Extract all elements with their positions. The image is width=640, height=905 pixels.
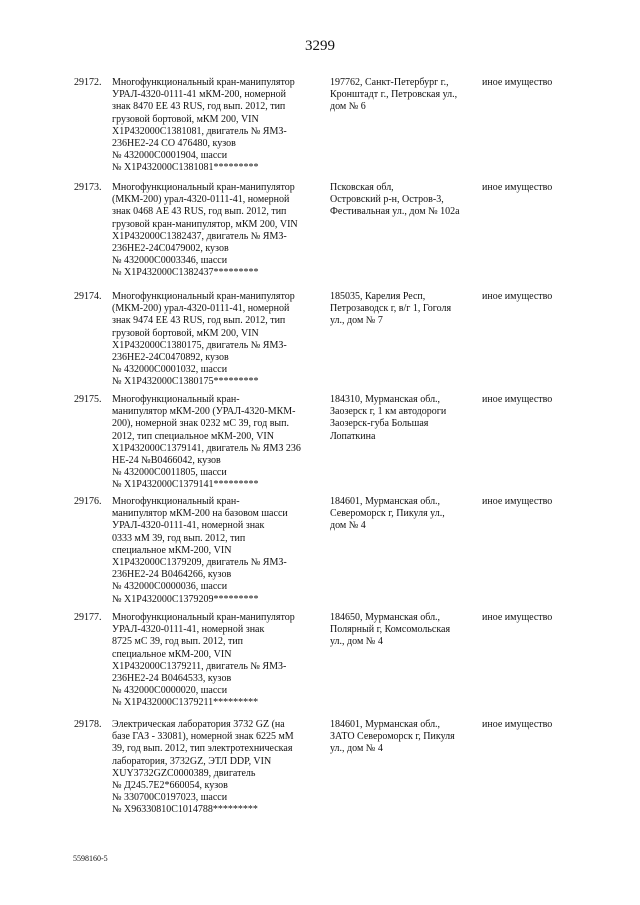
description-line: 236НЕ2-24 СО 476480, кузов — [112, 138, 236, 150]
description-line: специальное мКМ-200, VIN — [112, 648, 232, 660]
description-line: УРАЛ-4320-0111-41, номерной знак — [112, 520, 265, 532]
description-line: № X1P432000C1381081********* — [112, 162, 259, 174]
address-line: 184601, Мурманская обл., — [330, 496, 441, 507]
footer-code: 5598160-5 — [73, 854, 108, 863]
registry-entry — [74, 719, 594, 821]
address-line: 184310, Мурманская обл., — [330, 394, 441, 405]
address-line: Фестивальная ул., дом № 102а — [330, 206, 460, 218]
address-line: Полярный г, Комсомольская — [330, 624, 451, 636]
entry-number: 29174. — [74, 291, 102, 302]
description-line: № 330700C0197023, шасси — [112, 792, 228, 804]
entry-address — [330, 612, 482, 719]
description-line: 2012, тип специальное мКМ-200, VIN — [112, 430, 274, 442]
address-line: дом № 6 — [330, 101, 366, 113]
registry-entry — [74, 77, 594, 182]
entry-number: 29172. — [74, 77, 102, 88]
description-line: НЕ-24 №В0466042, кузов — [112, 455, 221, 467]
entry-address — [330, 77, 482, 182]
description-line: знак 9474 ЕЕ 43 RUS, год вып. 2012, тип — [112, 315, 286, 327]
description-line: X1P432000C1380175, двигатель № ЯМЗ- — [112, 339, 287, 351]
description-line: X1P432000C1382437, двигатель № ЯМЗ- — [112, 230, 287, 242]
description-line: 39, год вып. 2012, тип электротехническая — [112, 743, 293, 755]
description-line: № X1P432000C1380175********* — [112, 376, 259, 388]
entry-property-type: иное имущество — [482, 394, 553, 405]
address-line: Заозерск-губа Большая — [330, 418, 429, 430]
registry-entry — [74, 291, 594, 394]
description-line: 236НЕ2-24С0470892, кузов — [112, 352, 229, 364]
description-line: 200), номерной знак 0232 мС 39, год вып. — [112, 418, 290, 430]
entry-description — [112, 612, 330, 719]
description-line: (МКМ-200) урал-4320-0111-41, номерной — [112, 303, 290, 315]
description-line: X1P432000C1381081, двигатель № ЯМЗ- — [112, 125, 287, 137]
description-line: № 432000C0001904, шасси — [112, 150, 228, 162]
description-line: № X1P432000C1379141********* — [112, 479, 259, 491]
entry-address — [330, 394, 482, 496]
registry-entry — [74, 394, 594, 496]
address-line: Петрозаводск г, в/г 1, Гоголя — [330, 303, 452, 315]
description-line: Многофункциональный кран-манипулятор — [112, 182, 295, 193]
entry-description — [112, 394, 330, 496]
address-line: 197762, Санкт-Петербург г., — [330, 77, 449, 88]
description-line: Многофункциональный кран- — [112, 496, 240, 507]
registry-entry — [74, 496, 594, 612]
entry-address — [330, 719, 482, 821]
entry-property-type: иное имущество — [482, 77, 553, 88]
description-line: Многофункциональный кран-манипулятор — [112, 291, 295, 302]
registry-entry — [74, 612, 594, 719]
description-line: УРАЛ-4320-0111-41, номерной знак — [112, 624, 265, 636]
address-line: дом № 4 — [330, 520, 366, 532]
description-line: XUY3732GZC0000389, двигатель — [112, 767, 256, 779]
description-line: 236НЕ2-24 В0464266, кузов — [112, 569, 232, 581]
description-line: № 432000C0011805, шасси — [112, 467, 227, 479]
description-line: грузовой бортовой, мКМ 200, VIN — [112, 327, 259, 339]
description-line: Многофункциональный кран-манипулятор — [112, 77, 295, 88]
entry-description — [112, 182, 330, 291]
description-line: № X1P432000C1379211********* — [112, 697, 259, 709]
description-line: № X1P432000C1382437********* — [112, 267, 259, 279]
address-line: ул., дом № 4 — [330, 743, 383, 755]
entry-number: 29176. — [74, 496, 102, 507]
entry-number: 29177. — [74, 612, 102, 623]
address-line: ул., дом № 7 — [330, 315, 383, 327]
address-line: Островский р-н, Остров-3, — [330, 194, 444, 206]
entry-address — [330, 291, 482, 394]
entry-address — [330, 182, 482, 291]
entry-description — [112, 77, 330, 182]
address-line: 184650, Мурманская обл., — [330, 612, 441, 623]
description-line: № 432000C0003346, шасси — [112, 255, 228, 267]
description-line: Многофункциональный кран- — [112, 394, 240, 405]
page-number: 3299 — [305, 38, 335, 54]
description-line: № X96330810C1014788********* — [112, 804, 258, 816]
description-line: 236НЕ2-24 В0464533, кузов — [112, 673, 232, 685]
address-line: 185035, Карелия Респ, — [330, 291, 426, 302]
entry-property-type: иное имущество — [482, 496, 553, 507]
description-line: № 432000C0001032, шасси — [112, 364, 228, 376]
address-line: 184601, Мурманская обл., — [330, 719, 441, 730]
entry-property-type: иное имущество — [482, 719, 553, 730]
description-line: X1P432000C1379209, двигатель № ЯМЗ- — [112, 557, 287, 569]
address-line: Лопаткина — [330, 430, 376, 442]
description-line: манипулятор мКМ-200 (УРАЛ-4320-МКМ- — [112, 406, 296, 418]
address-line: Кронштадт г., Петровская ул., — [330, 89, 458, 101]
description-line: манипулятор мКМ-200 на базовом шасси — [112, 508, 288, 520]
entry-property-type: иное имущество — [482, 291, 553, 302]
description-line: УРАЛ-4320-0111-41 мКМ-200, номерной — [112, 89, 286, 101]
description-line: X1P432000C1379211, двигатель № ЯМЗ- — [112, 660, 287, 672]
description-line: № 432000C0000036, шасси — [112, 581, 228, 593]
entry-number: 29173. — [74, 182, 102, 193]
description-line: X1P432000C1379141, двигатель № ЯМЗ 236 — [112, 442, 301, 454]
description-line: Многофункциональный кран-манипулятор — [112, 612, 295, 623]
entry-address — [330, 496, 482, 612]
address-line: Североморск г, Пикуля ул., — [330, 508, 445, 520]
description-line: 236НЕ2-24С0479002, кузов — [112, 243, 229, 255]
description-line: Электрическая лаборатория 3732 GZ (на — [112, 719, 285, 730]
entry-description — [112, 719, 330, 821]
description-line: 0333 мМ 39, год вып. 2012, тип — [112, 532, 246, 544]
address-line: Заозерск г, 1 км автодороги — [330, 406, 447, 418]
description-line: базе ГАЗ - 33081), номерной знак 6225 мМ — [112, 731, 294, 743]
address-line: Псковская обл, — [330, 182, 394, 193]
description-line: грузовой кран-манипулятор, мКМ 200, VIN — [112, 218, 298, 230]
description-line: знак 0468 АЕ 43 RUS, год вып. 2012, тип — [112, 206, 287, 218]
entry-property-type: иное имущество — [482, 612, 553, 623]
registry-entries — [74, 77, 594, 821]
entry-description — [112, 291, 330, 394]
entry-property-type: иное имущество — [482, 182, 553, 193]
description-line: 8725 мС 39, год вып. 2012, тип — [112, 636, 244, 648]
entry-description — [112, 496, 330, 612]
address-line: ЗАТО Североморск г, Пикуля — [330, 731, 455, 743]
description-line: № X1P432000C1379209********* — [112, 593, 259, 605]
address-line: ул., дом № 4 — [330, 636, 383, 648]
entry-number: 29175. — [74, 394, 102, 405]
registry-entry — [74, 182, 594, 291]
description-line: специальное мКМ-200, VIN — [112, 544, 232, 556]
description-line: № Д245.7Е2*660054, кузов — [112, 780, 228, 792]
description-line: грузовой бортовой, мКМ 200, VIN — [112, 113, 259, 125]
description-line: знак 8470 ЕЕ 43 RUS, год вып. 2012, тип — [112, 101, 286, 113]
description-line: № 432000C0000020, шасси — [112, 685, 228, 697]
entry-number: 29178. — [74, 719, 102, 730]
description-line: (МКМ-200) урал-4320-0111-41, номерной — [112, 194, 290, 206]
description-line: лаборатория, 3732GZ, ЭТЛ DDP, VIN — [112, 755, 272, 767]
